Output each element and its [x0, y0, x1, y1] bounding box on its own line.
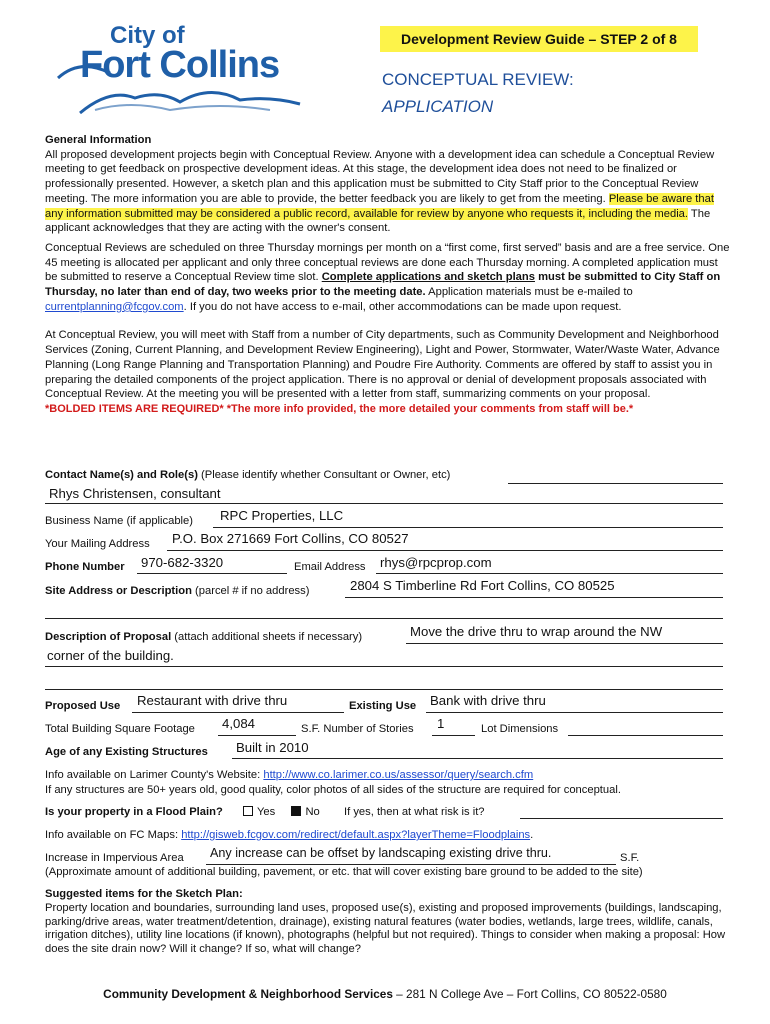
proposed-use-label: Proposed Use — [45, 700, 121, 712]
flood-label: Is your property in a Flood Plain? — [45, 806, 223, 818]
description-field-1[interactable]: Move the drive thru to wrap around the NW — [410, 624, 663, 639]
logo-fort-collins: Fort Collins — [80, 44, 280, 86]
general-paragraph-3: At Conceptual Review, you will meet with Staff from a number of City departments, such as Community Development and Neighborhood Services (Zoning, Current Planning, and Development Review Engineering), Light and Power, Stormwater, Water/Waste Water, Advance Planning (Long Range Planning and Transportation Planning) and Poudre Fire Authority. Comments are offered by staff to assist you in preparing the detailed components of the project application. There is no approval or denial of development proposals associated with Conceptual Review. At the meeting you will be presented with a letter from staff, summarizing comments on your proposal. — [45, 329, 720, 401]
existing-use-line — [426, 712, 723, 713]
larimer-text: Info available on Larimer County's Website: — [45, 769, 264, 781]
mailing-line — [167, 550, 723, 551]
age-label: Age of any Existing Structures — [45, 746, 208, 758]
site-line-2 — [45, 618, 723, 619]
contact-label-bold: Contact Name(s) and Role(s) — [45, 469, 198, 481]
page-title: CONCEPTUAL REVIEW: — [382, 70, 574, 89]
sqft-label: Total Building Square Footage — [45, 723, 195, 735]
logo-city-of: City of — [110, 22, 185, 49]
flood-row — [45, 806, 485, 818]
existing-use-label: Existing Use — [349, 700, 417, 712]
site-label-note: (parcel # if no address) — [191, 585, 310, 597]
proposed-use-line — [132, 712, 344, 713]
mailing-field[interactable]: P.O. Box 271669 Fort Collins, CO 80527 — [172, 531, 409, 546]
flood-risk-label: If yes, then at what risk is it? — [344, 806, 485, 818]
phone-label: Phone Number — [45, 561, 125, 573]
stories-label: S.F. Number of Stories — [301, 723, 414, 735]
sqft-line — [218, 735, 296, 736]
description-label — [45, 631, 362, 643]
lot-label: Lot Dimensions — [481, 723, 559, 735]
age-field[interactable]: Built in 2010 — [236, 740, 309, 755]
sketch-heading: Suggested items for the Sketch Plan: — [45, 888, 243, 900]
fcmaps-link[interactable]: http://gisweb.fcgov.com/redirect/default.aspx?layerTheme=Floodplains — [181, 829, 531, 841]
p2-text: Conceptual Reviews are scheduled on three Thursday mornings per month on a “first come, first served” basis and are a free service. One 45 meeting is allocated per applicant and only three conceptual reviews are done each Thursday morning. A completed application must be submitted to reserve a Conceptual Review time slot. — [45, 241, 730, 284]
flood-no-label: No — [305, 806, 320, 818]
general-info-section — [45, 133, 730, 417]
proposed-use-field[interactable]: Restaurant with drive thru — [137, 693, 288, 708]
email-line — [376, 573, 723, 574]
general-info-heading: General Information — [45, 134, 152, 146]
flood-yes-checkbox[interactable] — [243, 806, 253, 816]
p2-bold-underline: Complete applications and sketch plans — [321, 271, 535, 284]
description-label-note: (attach additional sheets if necessary) — [171, 631, 363, 643]
contact-line-1 — [508, 483, 723, 484]
mailing-label: Your Mailing Address — [45, 538, 150, 550]
footer-address: – 281 N College Ave – Fort Collins, CO 80522-0580 — [392, 987, 667, 1001]
flood-yes-label: Yes — [257, 806, 276, 818]
impervious-line — [206, 864, 616, 865]
p2-bold: must be submitted to City Staff on Thursday, no later than end of day, two weeks prior to the meeting date. — [45, 271, 721, 299]
contact-field[interactable]: Rhys Christensen, consultant — [49, 486, 221, 501]
general-paragraph-1 — [45, 148, 730, 236]
sqft-field[interactable]: 4,084 — [222, 716, 256, 731]
photos-note: If any structures are 50+ years old, good quality, color photos of all sides of the structure are required for conceptual. — [45, 784, 621, 796]
impervious-unit: S.F. — [620, 852, 640, 864]
flood-risk-line — [520, 818, 723, 819]
larimer-info — [45, 769, 533, 781]
lot-line — [568, 735, 723, 736]
site-label-bold: Site Address or Description — [45, 585, 192, 597]
stories-line — [432, 735, 475, 736]
p2-text-3: . If you do not have access to e-mail, other accommodations can be made upon request. — [183, 300, 622, 313]
site-line-1 — [345, 597, 723, 598]
email-link[interactable]: currentplanning@fcgov.com — [45, 300, 184, 313]
business-field[interactable]: RPC Properties, LLC — [220, 508, 344, 523]
description-line-1 — [406, 643, 723, 644]
description-line-2 — [45, 666, 723, 667]
existing-use-field[interactable]: Bank with drive thru — [430, 693, 546, 708]
page-footer — [0, 987, 770, 1001]
age-line — [232, 758, 723, 759]
phone-line — [137, 573, 287, 574]
general-paragraph-2 — [45, 241, 730, 315]
flood-no-checkbox[interactable] — [291, 806, 301, 816]
sketch-section — [45, 888, 730, 957]
stories-field[interactable]: 1 — [437, 716, 445, 731]
sketch-body: Property location and boundaries, surrounding land uses, proposed use(s), existing and proposed improvements (buildings, landscaping, parking/drive areas, water treatment/detention, drainage), existing natural features (water bodies, wetlands, large trees, wildlife, canals, irrigation ditches), utility line locations (if known), photographs (helpful but not required). Things to consider when making a proposal: How does the site drain now? Will it change? If so, what will change? — [45, 901, 726, 956]
phone-field[interactable]: 970-682-3320 — [141, 555, 224, 570]
description-line-3 — [45, 689, 723, 690]
p1-text: All proposed development projects begin with Conceptual Review. Anyone with a development idea can schedule a Conceptual Review meeting to get feedback on prospective development ideas. At this stage, the development idea does not need to be finalized or professionally presented. However, a sketch plan and this application must be submitted to City Staff prior to the Conceptual Review meeting. The more information you are able to provide, the better feedback you are likely to get from the meeting. — [45, 148, 715, 205]
impervious-note: (Approximate amount of additional building, pavement, or etc. that will cover existing bare ground to be added to the site) — [45, 866, 643, 878]
description-field-2[interactable]: corner of the building. — [47, 648, 174, 663]
impervious-label: Increase in Impervious Area — [45, 852, 184, 864]
business-line — [213, 527, 723, 528]
contact-label — [45, 469, 450, 481]
site-label — [45, 585, 309, 597]
impervious-field[interactable]: Any increase can be offset by landscaping existing drive thru. — [210, 846, 552, 860]
larimer-link[interactable]: http://www.co.larimer.co.us/assessor/query/search.cfm — [263, 769, 534, 781]
page-subtitle: APPLICATION — [382, 97, 494, 116]
contact-label-note: (Please identify whether Consultant or Owner, etc) — [197, 469, 451, 481]
p2-text-2: Application materials must be e-mailed to — [425, 286, 633, 299]
city-logo — [40, 18, 310, 128]
footer-department: Community Development & Neighborhood Services — [103, 987, 393, 1001]
email-label: Email Address — [294, 561, 366, 573]
contact-line-2 — [45, 503, 723, 504]
fcmaps-text: Info available on FC Maps: — [45, 829, 182, 841]
fcmaps-info: Info available on FC Maps: http://gisweb.fcgov.com/redirect/default.aspx?layerTheme=Floodplains. — [45, 829, 534, 841]
step-banner: Development Review Guide – STEP 2 of 8 — [380, 26, 698, 52]
business-label: Business Name (if applicable) — [45, 515, 193, 527]
required-note: *BOLDED ITEMS ARE REQUIRED* *The more info provided, the more detailed your comments from staff will be.* — [45, 402, 634, 415]
description-label-bold: Description of Proposal — [45, 631, 172, 643]
site-field[interactable]: 2804 S Timberline Rd Fort Collins, CO 80525 — [350, 578, 615, 593]
p1-text-end: The applicant acknowledges that they are acting with the owner's consent. — [45, 207, 711, 235]
public-record-notice: Please be aware that any information submitted may be considered a public record, available for review by anyone who requests it, including the media. — [45, 192, 714, 220]
email-field[interactable]: rhys@rpcprop.com — [380, 555, 492, 570]
